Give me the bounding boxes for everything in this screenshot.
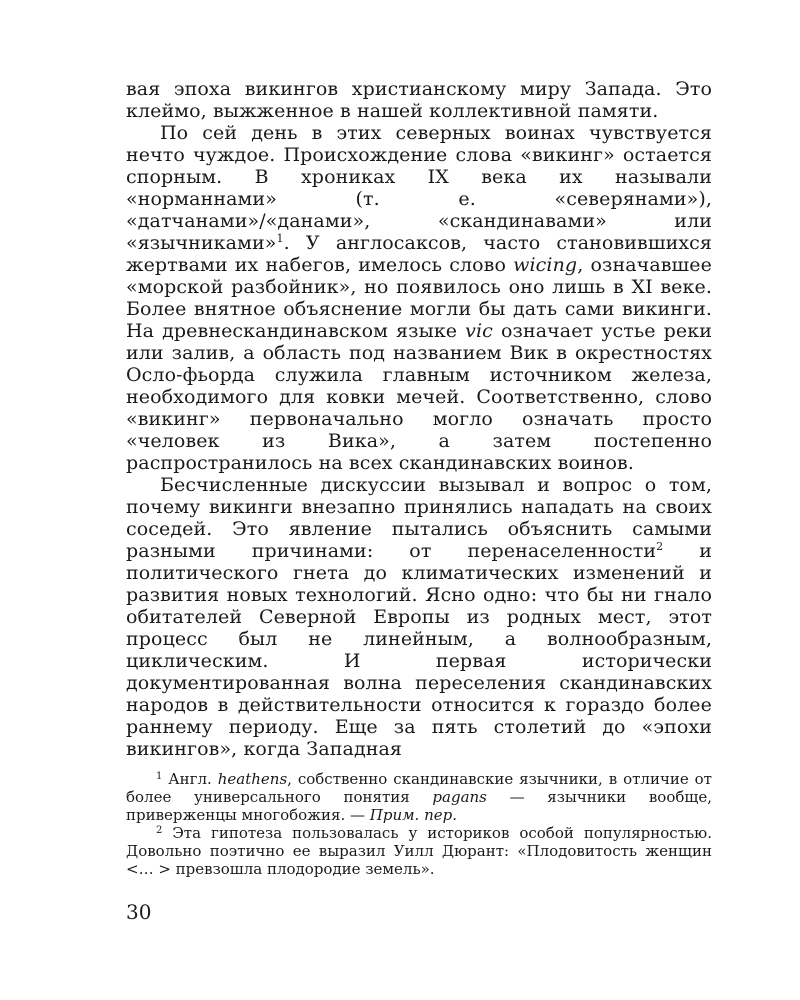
term-wicing: wicing — [513, 254, 578, 276]
paragraph-2-text-b: . У англосаксов, часто становившихся жертвами их набегов, имелось слово — [126, 232, 712, 276]
footnote-1 — [126, 770, 712, 824]
footnote-2-text: Эта гипотеза пользовалась у историков особой популярностью. Довольно поэтично ее выразил Уилл Дюрант: «Плодовитость женщин <… > превзошла плодородие земель». — [126, 824, 712, 878]
footnote-1-mark: 1 — [156, 771, 163, 782]
paragraph-2-text-c: , означавшее «морской разбойник», но появилось оно лишь в XI веке. Более внятное объяснение могли бы дать сами викинги. На древнескандинавском языке — [126, 254, 712, 342]
term-vic: vic — [465, 320, 493, 342]
paragraph-1-text: вая эпоха викингов христианскому миру Запада. Это клеймо, выжженное в нашей коллективной памяти. — [126, 78, 712, 122]
footnote-1-term-heathens: heathens — [217, 770, 288, 788]
main-text — [126, 78, 712, 760]
footnote-2 — [126, 824, 712, 878]
footnote-1-text-c: — язычники вообще, приверженцы многобожия. — — [126, 788, 712, 824]
footnotes — [126, 770, 712, 878]
footnote-ref-1[interactable]: 1 — [276, 232, 284, 245]
footnote-ref-2[interactable]: 2 — [656, 540, 664, 553]
footnote-1-text-b: , собственно скандинавские язычники, в отличие от более универсального понятия — [126, 770, 712, 806]
footnote-1-translator-note: Прим. пер. — [369, 806, 457, 824]
paragraph-2-text-a: По сей день в этих северных воинах чувствуется нечто чуждое. Происхождение слова «викинг» остается спорным. В хрониках IX века их называли «норманнами» (т. е. «северянами»), «датчанами»/«данами», «скандинавами» или «язычниками» — [126, 122, 712, 254]
paragraph-2 — [126, 122, 712, 474]
footnote-2-mark: 2 — [156, 825, 163, 836]
footnote-1-term-pagans: pagans — [432, 788, 487, 806]
paragraph-3 — [126, 474, 712, 760]
paragraph-3-text-a: Бесчисленные дискуссии вызывал и вопрос о том, почему викинги внезапно принялись нападать на своих соседей. Это явление пытались объяснить самыми разными причинами: от перенаселенности — [126, 474, 712, 562]
paragraph-2-text-d: означает устье реки или залив, а область под названием Вик в окрестностях Осло-фьорда служила главным источником железа, необходимого для ковки мечей. Соответственно, слово «викинг» первоначально могло означать просто «человек из Вика», а затем постепенно распространилось на всех скандинавских воинов. — [126, 320, 712, 474]
footnote-1-text-a: Англ. — [162, 770, 218, 788]
paragraph-3-text-b: и политического гнета до климатических изменений и развития новых технологий. Ясно одно: что бы ни гнало обитателей Северной Европы из родных мест, этот процесс был не линейным, а волнообразным, циклическим. И первая исторически документированная волна переселения скандинавских народов в действительности относится к гораздо более раннему периоду. Еще за пять столетий до «эпохи викингов», когда Западная — [126, 540, 713, 760]
paragraph-1 — [126, 78, 712, 122]
page-number: 30 — [126, 900, 152, 924]
